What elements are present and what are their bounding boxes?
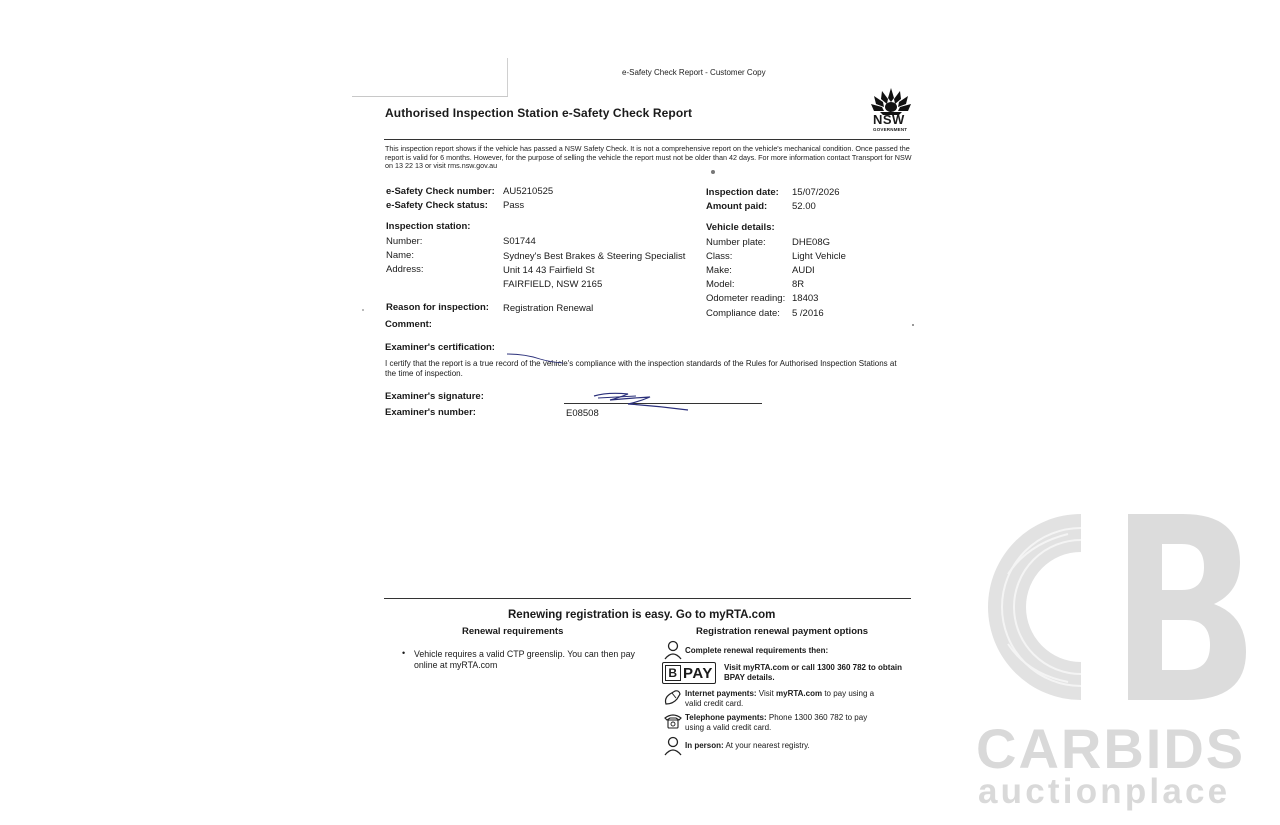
payment-options-heading: Registration renewal payment options bbox=[696, 626, 869, 637]
class-value: Light Vehicle bbox=[792, 251, 846, 262]
station-address-line2: FAIRFIELD, NSW 2165 bbox=[503, 279, 603, 290]
phone-text: Phone 1300 360 782 to pay bbox=[766, 713, 868, 722]
station-name-value: Sydney's Best Brakes & Steering Specialist bbox=[503, 251, 686, 262]
examiner-number-value: E08508 bbox=[566, 408, 599, 419]
vehicle-heading: Vehicle details: bbox=[706, 222, 775, 233]
renewal-requirements-heading: Renewal requirements bbox=[462, 626, 564, 637]
step-complete-requirements bbox=[685, 646, 828, 656]
bpay-logo-b: B bbox=[665, 665, 681, 681]
watermark-subtitle: auctionplace bbox=[978, 772, 1231, 811]
person-icon bbox=[663, 736, 683, 756]
bullet-icon: • bbox=[402, 648, 406, 658]
internet-text: Visit bbox=[756, 689, 776, 698]
scan-dot bbox=[912, 324, 914, 326]
internet-text-2: to pay using a bbox=[822, 689, 875, 698]
mouse-icon bbox=[663, 688, 683, 706]
renewal-title: Renewing registration is easy. Go to myRTA.com bbox=[508, 609, 776, 621]
bpay-instructions bbox=[724, 663, 902, 683]
in-person-payments bbox=[685, 741, 810, 751]
check-number-label: e-Safety Check number: bbox=[386, 186, 495, 197]
reason-value: Registration Renewal bbox=[503, 303, 594, 314]
internet-line-2: valid credit card. bbox=[685, 699, 744, 708]
step-complete-text: Complete renewal requirements then: bbox=[685, 646, 829, 655]
amount-paid-label: Amount paid: bbox=[706, 201, 768, 212]
carbids-logo-mark bbox=[978, 504, 1256, 710]
pen-stroke-mark bbox=[505, 350, 565, 364]
plate-value: DHE08G bbox=[792, 237, 831, 248]
compliance-value: 5 /2016 bbox=[792, 308, 824, 319]
header-divider bbox=[384, 139, 910, 140]
model-value: 8R bbox=[792, 279, 805, 290]
logo-text: NSW bbox=[873, 112, 905, 127]
bpay-text-line1: Visit myRTA.com or call 1300 360 782 to obtain bbox=[724, 663, 902, 672]
report-title: Authorised Inspection Station e-Safety Check Report bbox=[385, 106, 693, 120]
station-name-label: Name: bbox=[386, 250, 414, 261]
renewal-divider bbox=[384, 598, 911, 599]
reason-label: Reason for inspection: bbox=[386, 302, 489, 313]
class-label: Class: bbox=[706, 251, 733, 262]
bpay-logo bbox=[662, 662, 716, 684]
intro-paragraph: This inspection report shows if the vehicle has passed a NSW Safety Check. It is not a comprehensive report on the vehicle's mechanical condition. Once passed the report is valid for 6 months. However, for the purpose of selling the vehicle the report must not be older than 42 days. For more information contact Transport for NSW on 13 22 13 or visit rms.nsw.gov.au bbox=[385, 144, 912, 171]
scan-artifact-line bbox=[352, 96, 508, 97]
make-label: Make: bbox=[706, 265, 732, 276]
examiner-number-label: Examiner's number: bbox=[385, 407, 476, 418]
internet-payments bbox=[685, 689, 874, 709]
inspection-date-label: Inspection date: bbox=[706, 187, 779, 198]
bpay-logo-text: PAY bbox=[683, 664, 713, 682]
telephone-payments bbox=[685, 713, 867, 733]
scan-dot bbox=[711, 170, 715, 174]
compliance-label: Compliance date: bbox=[706, 308, 780, 319]
signature-label: Examiner's signature: bbox=[385, 391, 484, 402]
make-value: AUDI bbox=[792, 265, 815, 276]
bpay-text-line2: BPAY details. bbox=[724, 673, 775, 682]
odometer-label: Odometer reading: bbox=[706, 293, 786, 304]
model-label: Model: bbox=[706, 279, 735, 290]
telephone-icon bbox=[663, 712, 683, 730]
plate-label: Number plate: bbox=[706, 237, 766, 248]
station-number-value: S01744 bbox=[503, 236, 536, 247]
odometer-value: 18403 bbox=[792, 293, 819, 304]
station-heading: Inspection station: bbox=[386, 221, 471, 232]
nsw-government-logo bbox=[868, 86, 914, 138]
certification-text: I certify that the report is a true record of the vehicle's compliance with the inspection standards of the Rules for Authorised Inspection Stations at the time of inspection. bbox=[385, 359, 897, 378]
renewal-requirement-text: Vehicle requires a valid CTP greenslip. You can then pay online at myRTA.com bbox=[414, 649, 635, 670]
internet-link: myRTA.com bbox=[776, 689, 823, 698]
certification-heading: Examiner's certification: bbox=[385, 342, 495, 353]
person-text: At your nearest registry. bbox=[723, 741, 810, 750]
check-status-label: e-Safety Check status: bbox=[386, 200, 488, 211]
watermark-brand: CARBIDS bbox=[976, 717, 1246, 780]
check-number-value: AU5210525 bbox=[503, 186, 554, 197]
amount-paid-value: 52.00 bbox=[792, 201, 816, 212]
inspection-date-value: 15/07/2026 bbox=[792, 187, 840, 198]
phone-label: Telephone payments: bbox=[685, 713, 767, 722]
copy-label: e-Safety Check Report - Customer Copy bbox=[622, 68, 766, 77]
station-address-line1: Unit 14 43 Fairfield St bbox=[503, 265, 595, 276]
scan-artifact-tick bbox=[507, 58, 508, 96]
scan-dot bbox=[362, 309, 364, 311]
station-number-label: Number: bbox=[386, 236, 423, 247]
person-label: In person: bbox=[685, 741, 724, 750]
check-status-value: Pass bbox=[503, 200, 525, 211]
phone-line-2: using a valid credit card. bbox=[685, 723, 772, 732]
station-address-label: Address: bbox=[386, 264, 424, 275]
comment-label: Comment: bbox=[385, 319, 432, 330]
internet-label: Internet payments: bbox=[685, 689, 757, 698]
person-icon bbox=[663, 640, 683, 660]
examiner-signature bbox=[588, 388, 698, 414]
logo-subtext: GOVERNMENT bbox=[873, 127, 908, 132]
